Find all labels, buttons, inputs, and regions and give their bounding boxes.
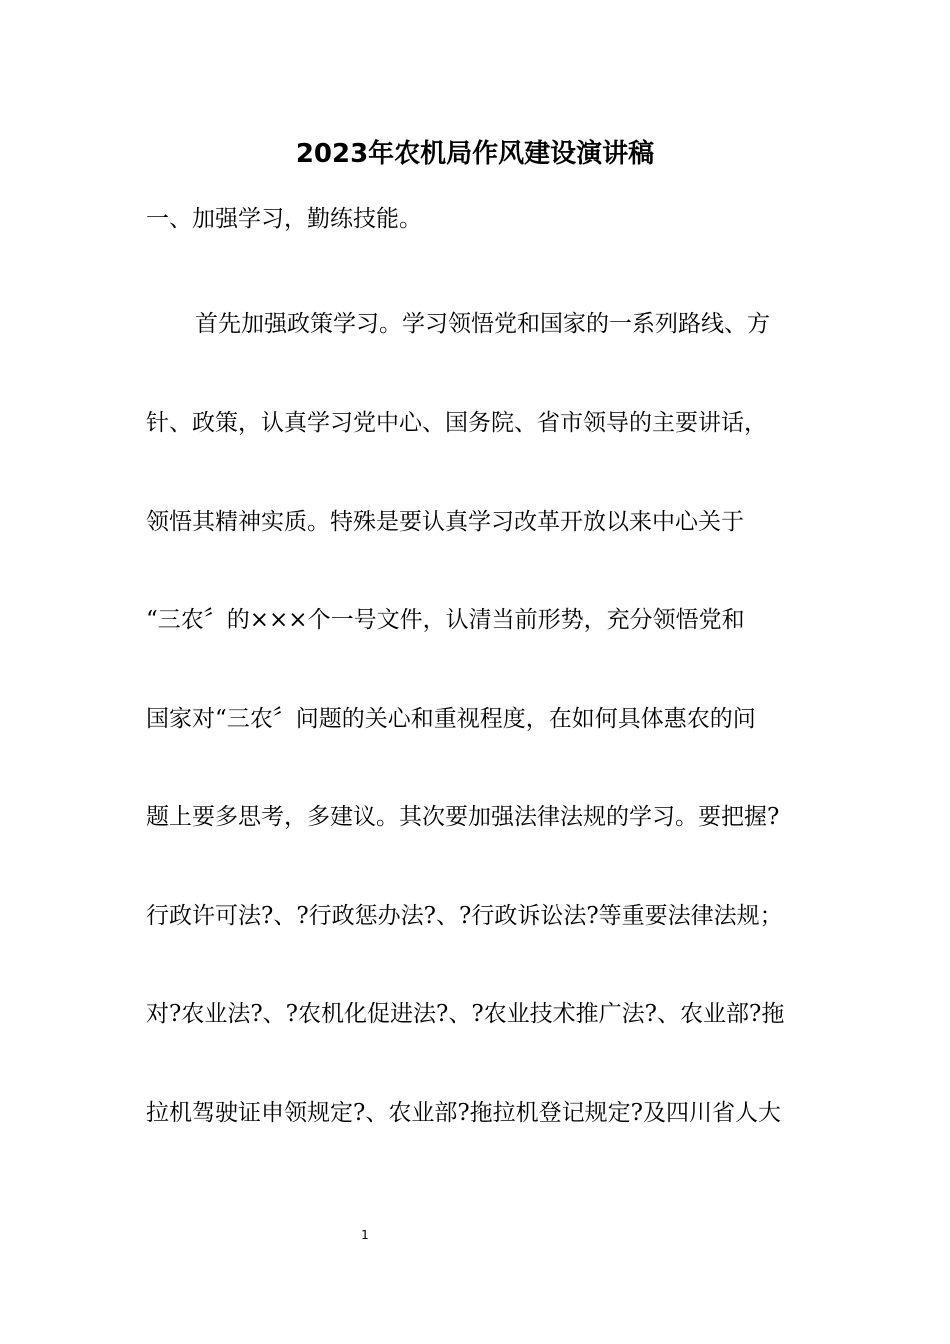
paragraph-line-8: 对?农业法?、?农机化促进法?、?农业技术推广法?、农业部?拖	[146, 1001, 785, 1027]
document-title: 2023年农机局作风建设演讲稿	[295, 139, 655, 169]
page-number: 1	[361, 1228, 369, 1242]
paragraph-line-3: 领悟其精神实质。特殊是要认真学习改革开放以来中心关于	[146, 509, 744, 535]
paragraph-line-4: “三农〞的×××个一号文件，认清当前形势，充分领悟党和	[146, 607, 745, 633]
paragraph-line-1: 首先加强政策学习。学习领悟党和国家的一系列路线、方	[195, 311, 770, 337]
paragraph-line-9: 拉机驾驶证申领规定?、农业部?拖拉机登记规定?及四川省人大	[146, 1100, 781, 1126]
section-heading: 一、加强学习，勤练技能。	[146, 206, 422, 232]
paragraph-line-2: 针、政策，认真学习党中心、国务院、省市领导的主要讲话，	[146, 410, 767, 436]
paragraph-line-5: 国家对“三农〞问题的关心和重视程度，在如何具体惠农的问	[146, 706, 756, 732]
paragraph-line-6: 题上要多思考，多建议。其次要加强法律法规的学习。要把握?	[146, 804, 780, 830]
paragraph-line-7: 行政许可法?、?行政惩办法?、?行政诉讼法?等重要法律法规；	[146, 903, 783, 929]
